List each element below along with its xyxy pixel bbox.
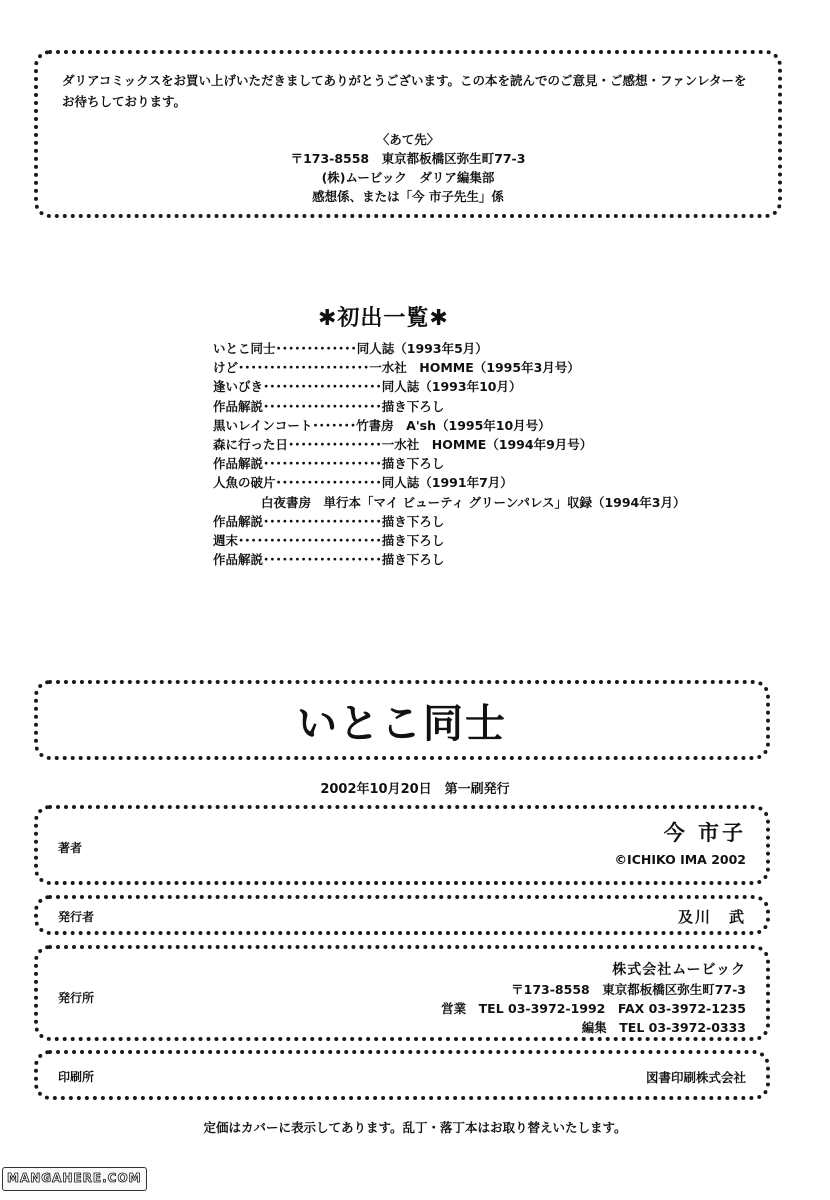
author-box — [34, 805, 770, 885]
list-item: 週末 ･･･････････････････････ 描き下ろし — [213, 533, 445, 549]
list-item: 作品解説 ･･･････････････････ 描き下ろし — [213, 552, 445, 568]
fan-letter-box — [34, 50, 782, 218]
printer-label: 印刷所 — [58, 1070, 95, 1084]
list-item: いとこ同士 ･････････････ 同人誌（1993年5月） — [213, 341, 488, 356]
publisher-person-box — [34, 895, 770, 935]
list-item: 黒いレインコート ･･･････ 竹書房 A'sh（1995年10月号） — [213, 417, 551, 433]
book-title-box — [34, 680, 770, 760]
list-item: 逢いびき ･･･････････････････ 同人誌（1993年10月） — [213, 379, 522, 395]
sales-contact: 営業 TEL 03-3972-1992 FAX 03-3972-1235 — [441, 1001, 746, 1016]
publisher-name: 株式会社ムービック — [612, 962, 746, 978]
publisher-label: 発行所 — [58, 991, 95, 1005]
first-appearance-title: ✱初出一覧✱ — [318, 306, 449, 331]
site-watermark: MANGAHERE.COM — [2, 1167, 147, 1191]
author-label: 著者 — [58, 841, 83, 855]
author-name: 今 市子 — [663, 821, 746, 845]
publisher-box — [34, 945, 770, 1041]
editorial-dept: (株)ムービック ダリア編集部 — [321, 170, 495, 185]
postal-address: 〒173-8558 東京都板橋区弥生町77-3 — [290, 151, 526, 166]
publisher-address: 〒173-8558 東京都板橋区弥生町77-3 — [511, 982, 746, 997]
list-item: けど ･････････････････････ 一水社 HOMME（1995年3月号） — [213, 360, 580, 376]
address-heading: 〈あて先〉 — [376, 132, 440, 147]
publisher-person-name: 及川 武 — [677, 908, 746, 926]
list-item: 作品解説 ･･･････････････････ 描き下ろし — [213, 456, 445, 472]
book-title: いとこ同士 — [297, 701, 507, 747]
fan-letter-message: ダリアコミックスをお買い上げいただきましてありがとうございます。この本を読んでのご意見・ご感想・ファンレターをお待ちしております。 — [62, 73, 747, 109]
publisher-person-label: 発行者 — [58, 910, 95, 924]
letter-recipient: 感想係、または「今 市子先生」係 — [312, 189, 504, 204]
printer-name: 図書印刷株式会社 — [645, 1070, 746, 1085]
list-item: 人魚の破片 ･････････････････ 同人誌（1991年7月） — [213, 475, 513, 491]
list-item: 作品解説 ･･･････････････････ 描き下ろし — [213, 513, 445, 529]
list-item: 森に行った日 ･･･････････････ 一水社 HOMME（1994年9月号） — [213, 437, 593, 453]
price-note: 定価はカバーに表示してあります。乱丁・落丁本はお取り替えいたします。 — [203, 1120, 627, 1135]
printer-box — [34, 1050, 770, 1100]
editorial-contact: 編集 TEL 03-3972-0333 — [581, 1020, 746, 1035]
list-item: 白夜書房 単行本「マイ ビューティ グリーンパレス」収録（1994年3月） — [261, 494, 686, 510]
list-item: 作品解説 ･･･････････････････ 描き下ろし — [213, 398, 445, 414]
copyright-notice: ©ICHIKO IMA 2002 — [614, 852, 746, 867]
publication-date: 2002年10月20日 第一刷発行 — [320, 782, 510, 797]
first-appearance-list — [213, 339, 685, 569]
